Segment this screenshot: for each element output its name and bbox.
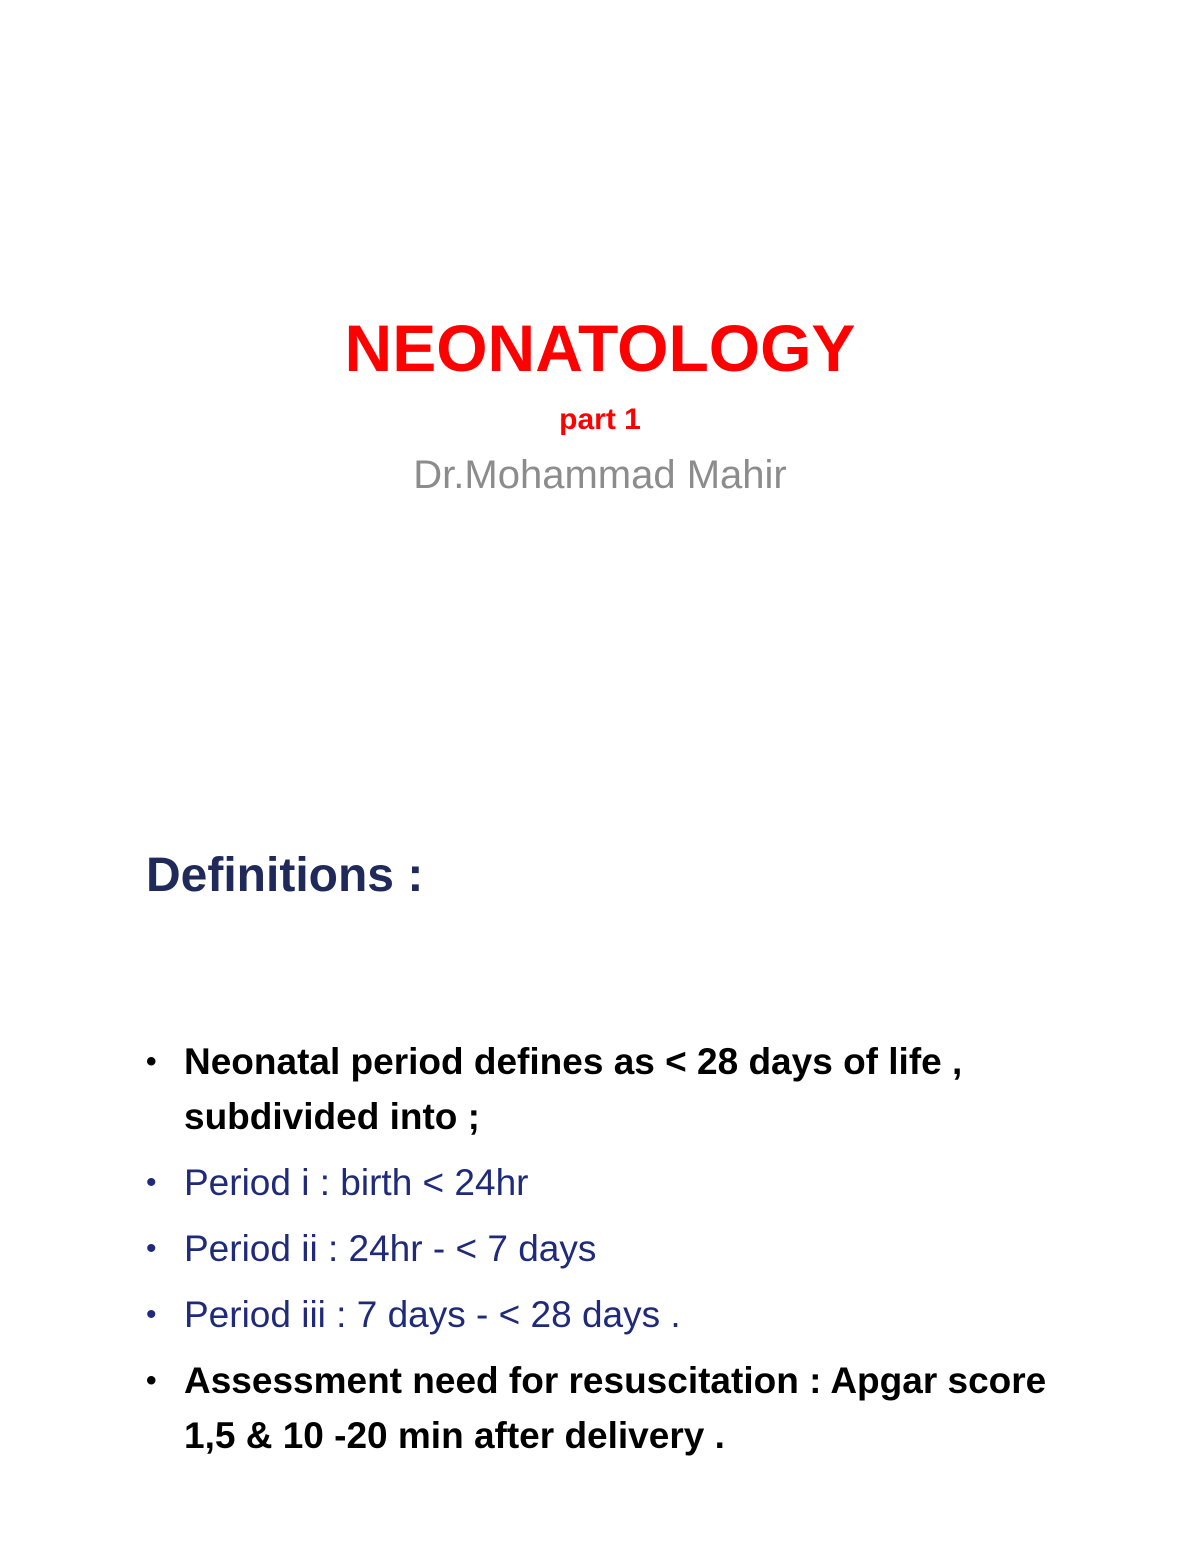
section-heading: Definitions : [146,849,424,902]
list-item [146,1353,1066,1463]
list-item-text: Assessment need for resuscitation : Apgar score 1,5 & 10 -20 min after delivery . [184,1360,1047,1456]
title-slide [0,0,1200,776]
list-item [146,1221,1066,1276]
bullet-dot-icon: • [146,1166,157,1199]
bullet-dot-icon: • [146,1232,157,1265]
list-item [146,1287,1066,1342]
list-item [146,1155,1066,1210]
list-item-text: Period ii : 24hr - < 7 days [184,1228,597,1269]
list-item-text: Period i : birth < 24hr [184,1162,529,1203]
definitions-list [146,1034,1066,1474]
author-name: Dr.Mohammad Mahir [413,453,787,497]
bullet-dot-icon: • [146,1364,157,1397]
bullet-dot-icon: • [146,1045,157,1078]
document-subtitle: part 1 [559,403,641,436]
definitions-slide [0,776,1200,1553]
list-item [146,1034,1066,1144]
list-item-text: Period iii : 7 days - < 28 days . [184,1294,681,1335]
bullet-dot-icon: • [146,1298,157,1331]
list-item-text: Neonatal period defines as < 28 days of life , subdivided into ; [184,1041,963,1137]
document-title: NEONATOLOGY [344,311,856,385]
